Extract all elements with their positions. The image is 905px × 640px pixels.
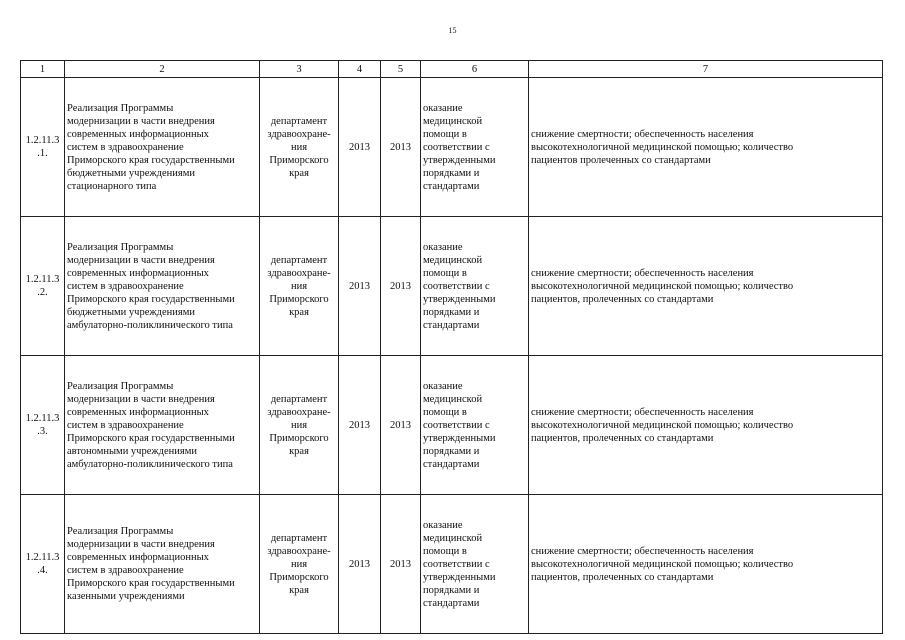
row-end-year: 2013 xyxy=(381,78,421,217)
column-header: 3 xyxy=(260,61,339,78)
column-header: 7 xyxy=(529,61,883,78)
row-indicators: снижение смертности; обеспеченность населения высокотехнологичной медицинской помощью; количество пациентов, пролеченных со стандартами xyxy=(529,356,883,495)
row-indicators: снижение смертности; обеспеченность населения высокотехнологичной медицинской помощью; количество пациентов, пролеченных со стандартами xyxy=(529,495,883,634)
row-result: оказание медицинской помощи в соответствии с утвержденными порядками и стандартами xyxy=(421,78,529,217)
row-end-year: 2013 xyxy=(381,217,421,356)
row-code: 1.2.11.3 .2. xyxy=(21,217,65,356)
row-event: Реализация Программы модернизации в части внедрения современных информационных систем в здравоохранение Приморского края государственными бюджетными учреждениями амбулаторно-поликлинического типа xyxy=(65,217,260,356)
row-result: оказание медицинской помощи в соответствии с утвержденными порядками и стандартами xyxy=(421,495,529,634)
table-row xyxy=(21,78,883,217)
row-code: 1.2.11.3 .3. xyxy=(21,356,65,495)
column-header: 1 xyxy=(21,61,65,78)
row-result: оказание медицинской помощи в соответствии с утвержденными порядками и стандартами xyxy=(421,356,529,495)
row-end-year: 2013 xyxy=(381,356,421,495)
row-code: 1.2.11.3 .4. xyxy=(21,495,65,634)
column-header: 5 xyxy=(381,61,421,78)
column-header: 2 xyxy=(65,61,260,78)
row-indicators: снижение смертности; обеспеченность населения высокотехнологичной медицинской помощью; количество пациентов пролеченных со стандартами xyxy=(529,78,883,217)
row-executor: департамент здравоохране- ния Приморского края xyxy=(260,78,339,217)
column-header: 4 xyxy=(339,61,381,78)
row-event: Реализация Программы модернизации в части внедрения современных информационных систем в здравоохранение Приморского края государственными казенными учреждениями xyxy=(65,495,260,634)
row-start-year: 2013 xyxy=(339,217,381,356)
table-header-row xyxy=(21,61,883,78)
row-executor: департамент здравоохране- ния Приморского края xyxy=(260,356,339,495)
table-row xyxy=(21,495,883,634)
table-row xyxy=(21,217,883,356)
row-end-year: 2013 xyxy=(381,495,421,634)
page-number: 15 xyxy=(448,26,457,35)
column-header: 6 xyxy=(421,61,529,78)
row-start-year: 2013 xyxy=(339,495,381,634)
row-result: оказание медицинской помощи в соответствии с утвержденными порядками и стандартами xyxy=(421,217,529,356)
row-executor: департамент здравоохране- ния Приморского края xyxy=(260,217,339,356)
row-start-year: 2013 xyxy=(339,78,381,217)
plan-table xyxy=(20,60,883,634)
row-event: Реализация Программы модернизации в части внедрения современных информационных систем в здравоохранение Приморского края государственными бюджетными учреждениями стационарного типа xyxy=(65,78,260,217)
row-event: Реализация Программы модернизации в части внедрения современных информационных систем в здравоохранение Приморского края государственными автономными учреждениями амбулаторно-поликлинического типа xyxy=(65,356,260,495)
table-row xyxy=(21,356,883,495)
row-code: 1.2.11.3 .1. xyxy=(21,78,65,217)
row-indicators: снижение смертности; обеспеченность населения высокотехнологичной медицинской помощью; количество пациентов, пролеченных со стандартами xyxy=(529,217,883,356)
row-start-year: 2013 xyxy=(339,356,381,495)
row-executor: департамент здравоохране- ния Приморского края xyxy=(260,495,339,634)
